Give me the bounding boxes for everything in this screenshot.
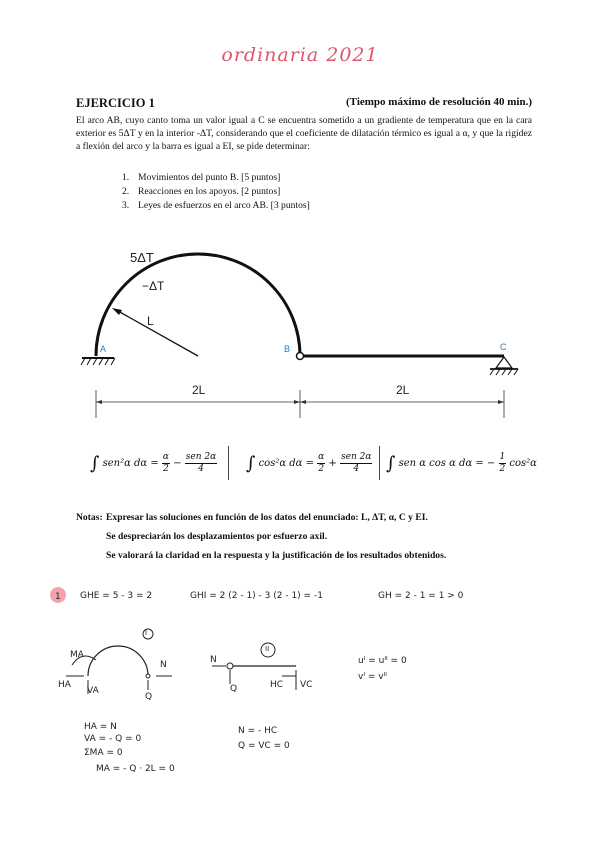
formula-sin2: ∫ sen²α dα = $\frac{\alpha}{2}$ − $\frac{\text{sen 2α}}{4}$ — [90, 452, 217, 474]
fbd1-n-label: N — [160, 660, 167, 670]
radius-label: L — [147, 314, 154, 328]
exercise-time-limit: (Tiempo máximo de resolución 40 min.) — [346, 96, 532, 108]
integral-sign: ∫ — [386, 453, 396, 474]
point-a-label: A — [100, 344, 107, 354]
fbd2-vc-label: VC — [300, 680, 313, 690]
eq-right-1: N = - HC — [238, 726, 278, 736]
exercise-title: EJERCICIO 1 — [76, 96, 155, 110]
formula-sincos: ∫ sen α cos α dα = − $\frac{1}{2}$ cos²α — [386, 452, 537, 474]
point-c-label: C — [500, 342, 507, 352]
dim-right-label: 2L — [396, 383, 410, 397]
fbd1-va-label: VA — [87, 686, 99, 696]
fbd1-ha-label: HA — [58, 680, 71, 690]
fbd1-ma-label: MA — [70, 650, 84, 660]
eq-left-3: ΣMA = 0 — [84, 748, 123, 758]
fbd2-q-label: Q — [230, 684, 238, 694]
eq-left-1: HA = N — [84, 722, 117, 732]
ghi-equation: GHI = 2 (2 - 1) - 3 (2 - 1) = -1 — [190, 591, 323, 601]
integral-sign: ∫ — [90, 453, 100, 474]
inner-temp-label: −ΔT — [142, 279, 165, 293]
fbd2-n-label: N — [210, 655, 217, 665]
dim-left-label: 2L — [192, 383, 206, 397]
exercise-statement: El arco AB, cuyo canto toma un valor igual a C se encuentra sometido a un gradiente de temperatura que en la cara exterior es 5ΔT y en la interior -ΔT, considerando que el coeficiente de dilatación térmico es igual a α, y que la rigidez a flexión del arco y la barra es igual a EI, se pide determinar: — [76, 115, 532, 152]
ghe-equation: GHE = 5 - 3 = 2 — [80, 591, 153, 601]
eq-left-2: VA = - Q = 0 — [84, 734, 142, 744]
gh-equation: GH = 2 - 1 = 1 > 0 — [378, 591, 464, 601]
fbd1-q-label: Q — [145, 692, 153, 702]
fbd2-hinge — [227, 663, 233, 669]
point-b-label: B — [284, 344, 291, 354]
fbd1-hinge — [146, 674, 150, 678]
compat-u: uᴵ = uᴵᴵ = 0 — [358, 656, 407, 666]
part-two-label: II — [265, 645, 270, 653]
task-item: 3. Leyes de esfuerzos en el arco AB. [3 puntos] — [122, 200, 310, 211]
task-item: 2. Reacciones en los apoyos. [2 puntos] — [122, 186, 281, 197]
eq-left-4: MA = - Q · 2L = 0 — [96, 764, 175, 774]
notes-label: Notas: — [76, 512, 103, 523]
formula-cos2: ∫ cos²α dα = $\frac{\alpha}{2}$ + $\frac{\text{sen 2α}}{4}$ — [246, 452, 372, 474]
note-line: Se valorará la claridad en la respuesta y la justificación de los resultados obtenidos. — [106, 550, 447, 561]
fbd1-arch — [88, 646, 148, 676]
note-line: Se despreciarán los desplazamientos por esfuerzo axil. — [106, 531, 328, 542]
handwritten-title: ordinaria 2021 — [221, 44, 379, 66]
fbd2-hc-label: HC — [270, 680, 284, 690]
task-item: 1. Movimientos del punto B. [5 puntos] — [122, 172, 281, 183]
note-line: Expresar las soluciones en función de los datos del enunciado: L, ΔT, α, C y EI. — [106, 512, 428, 523]
svg-text:1: 1 — [55, 592, 61, 602]
compat-v: vᴵ = vᴵᴵ — [358, 672, 387, 682]
part-one-label: I — [145, 629, 148, 637]
outer-temp-label: 5ΔT — [130, 250, 154, 265]
eq-right-2: Q = VC = 0 — [238, 741, 290, 751]
integral-sign: ∫ — [246, 453, 256, 474]
